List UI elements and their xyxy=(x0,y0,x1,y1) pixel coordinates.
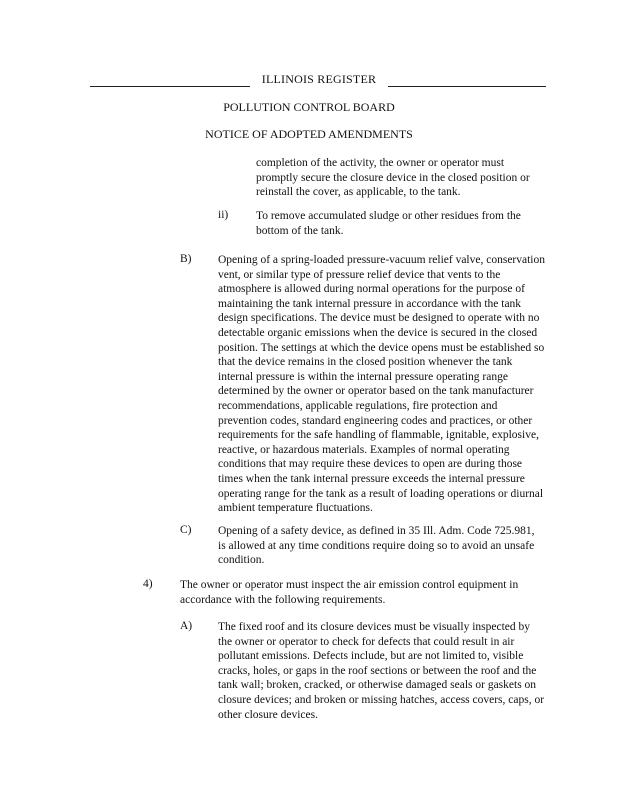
item-B-marker: B) xyxy=(180,253,192,265)
item-A-text: The fixed roof and its closure devices must be visually inspected by the owner or operator to check for defects that could result in air pollutant emissions. Defects include, but are not limited to, visible cracks, holes, or gaps in the roof sections or between the roof and the tank wall; broken, cracked, or otherwise damaged seals or gaskets on closure devices; and broken or missing hatches, access covers, caps, or other closure devices. xyxy=(218,621,545,721)
item-4-text: The owner or operator must inspect the air emission control equipment in accordance with the following requirements. xyxy=(180,579,519,606)
board-title: POLLUTION CONTROL BOARD xyxy=(223,100,395,114)
notice-title: NOTICE OF ADOPTED AMENDMENTS xyxy=(205,127,413,141)
item-C-text: Opening of a safety device, as defined in 35 Ill. Adm. Code 725.981, is allowed at any time conditions require doing so to avoid an unsafe condition. xyxy=(218,525,535,567)
continuation-paragraph: completion of the activity, the owner or operator must promptly secure the closure device in the closed position or reinstall the cover, as applicable, to the tank. xyxy=(256,157,530,199)
item-A-marker: A) xyxy=(180,620,193,632)
item-ii-text: To remove accumulated sludge or other residues from the bottom of the tank. xyxy=(256,210,521,237)
item-C-marker: C) xyxy=(180,524,192,536)
item-B-text: Opening of a spring-loaded pressure-vacuum relief valve, conservation vent, or similar type of pressure relief device that vents to the atmosphere is allowed during normal operations for the purpose of maintaining the tank internal pressure in accordance with the tank design specifications. The device must be designed to operate with no detectable organic emissions when the device is secured in the closed position. The settings at which the device opens must be established so that the device remains in the closed position whenever the tank internal pressure is within the internal pressure operating range determined by the owner or operator based on the tank manufacturer recommendations, applicable regulations, fire protection and prevention codes, standard engineering codes and practices, or other requirements for the safe handling of flammable, ignitable, explosive, reactive, or hazardous materials. Examples of normal operating conditions that may require these devices to open are during those times when the tank internal pressure exceeds the internal pressure operating range for the tank as a result of loading operations or diurnal ambient temperature fluctuations. xyxy=(218,254,545,515)
register-title: ILLINOIS REGISTER xyxy=(250,72,388,87)
item-4-marker: 4) xyxy=(143,578,153,590)
item-ii-marker: ii) xyxy=(218,209,229,221)
